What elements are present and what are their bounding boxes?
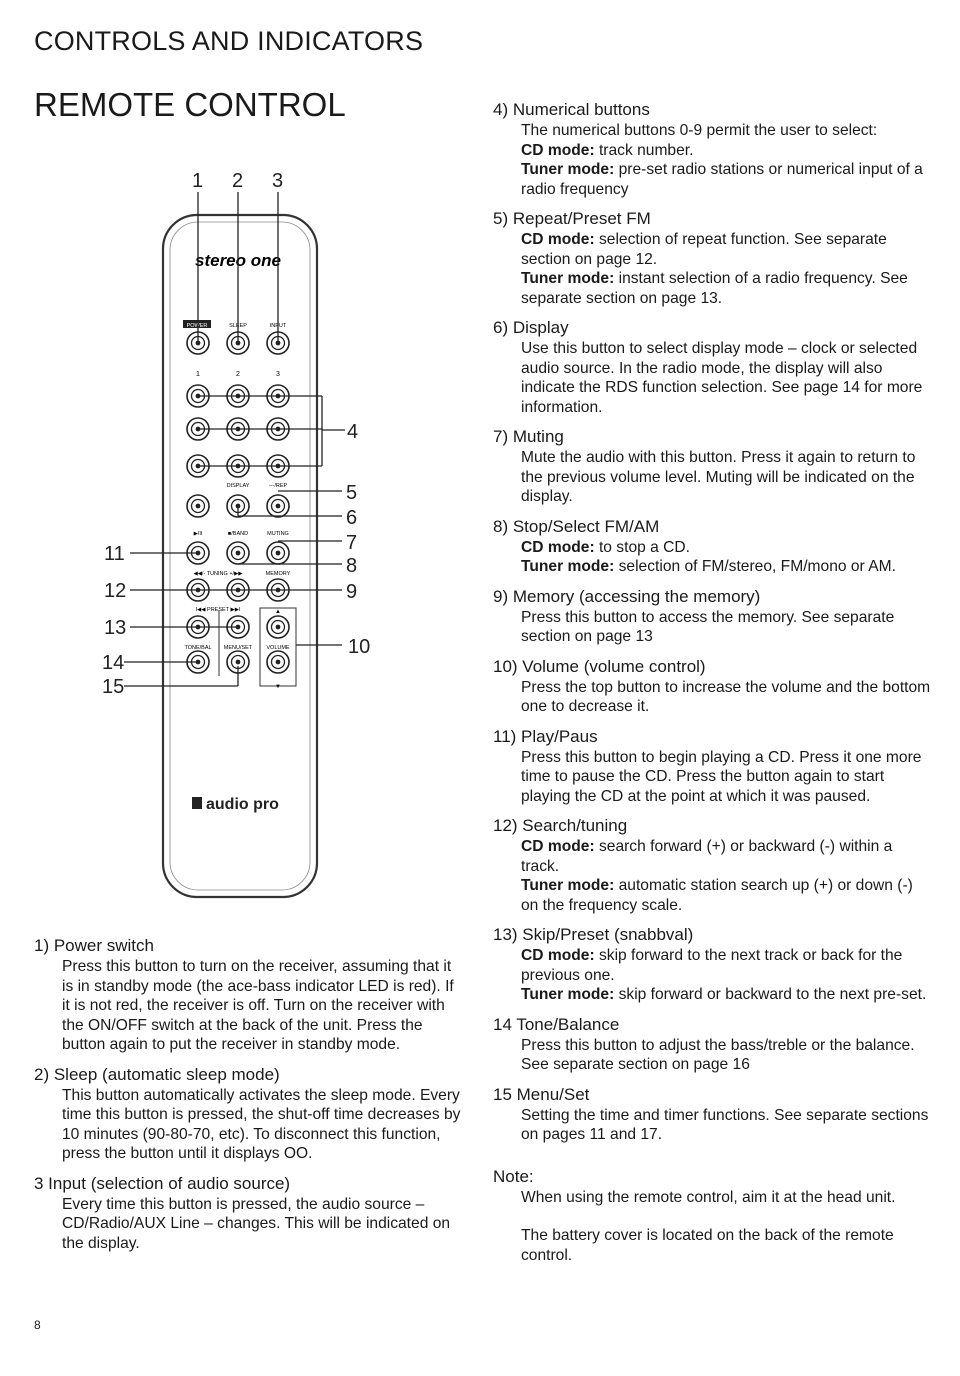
item-body-text: track number. [594,141,694,159]
item-title: 4) Numerical buttons [493,100,650,119]
item-body-text: Mute the audio with this button. Press it again to return to the previous volume level. Muting will be indicated on the display. [521,449,916,505]
volume-down-button-center [276,660,281,665]
volume-up-button-center [276,625,281,630]
callout-12: 12 [104,580,127,602]
item-text [62,957,464,1055]
callout-1: 1 [192,170,204,192]
description-item [493,100,933,199]
item-body-text: skip forward to the next track or back for the previous one. [521,947,903,984]
item-text [521,339,933,417]
item-body-text: search forward (+) or backward (-) within a track. [521,838,893,875]
item-body-text: This button automatically activates the sleep mode. Every time this button is pressed, the shut-off time decreases by 10 minutes (90-80-70, etc). To disconnect this function, press the button until it displays OO. [62,1086,461,1162]
label-muting: MUTING [267,531,289,537]
item-text [62,1086,464,1164]
display-button-center [236,504,241,509]
description-item [493,925,933,1005]
callout-7: 7 [346,532,358,554]
callout-6: 6 [346,507,358,529]
section-title: CONTROLS AND INDICATORS [34,26,424,56]
mode-label: Tuner mode: [521,877,615,894]
item-title: 6) Display [493,318,569,337]
label-input: INPUT [269,323,287,329]
description-item [34,936,464,1055]
description-item [493,1015,933,1075]
brand-name: audio pro [206,796,279,813]
item-body-text: Press this button to access the memory. See separate section on page 13 [521,608,895,645]
item-body-text: Press this button to adjust the bass/treble or the balance. See separate section on page 16 [521,1036,915,1073]
right-column [493,100,933,1265]
description-item [493,517,933,577]
item-text [521,1036,933,1075]
note-section [493,1167,933,1266]
item-text [521,678,933,717]
mode-label: Tuner mode: [521,161,615,178]
callout-9: 9 [346,581,358,603]
remote-control-diagram [90,160,390,900]
label-num1: 1 [196,371,200,378]
mode-label: CD mode: [521,947,595,964]
item-title: 12) Search/tuning [493,816,628,835]
label-menu: MENU/SET [223,645,253,651]
item-text [521,269,933,308]
item-text [521,557,933,577]
item-text [521,121,933,141]
label-band: ■/BAND [227,531,249,537]
left-column [34,936,464,1263]
item-body-text: Every time this button is pressed, the audio source – CD/Radio/AUX Line – changes. This will be indicated on the display. [62,1195,451,1252]
item-text [521,1106,933,1145]
label-tuning: ◀◀/- TUNING +/▶▶ [193,571,243,577]
item-text [521,141,933,161]
item-body-text: The numerical buttons 0-9 permit the user to select: [521,122,878,139]
item-text [521,985,933,1005]
item-text [521,608,933,647]
description-item [493,657,933,717]
repeat-button-center [276,504,281,509]
label-num3: 3 [276,371,280,378]
callout-4: 4 [347,421,359,443]
item-text [521,538,933,558]
label-sleep: SLEEP [229,323,247,329]
callout-3: 3 [272,170,284,192]
callout-10: 10 [348,636,371,658]
item-title: 8) Stop/Select FM/AM [493,516,660,536]
callout-5: 5 [346,482,358,504]
mode-label: Tuner mode: [521,270,615,287]
item-text [521,876,933,915]
callout-2: 2 [232,170,244,192]
mode-label: CD mode: [521,231,595,248]
label-num2: 2 [236,371,240,378]
item-body-text: to stop a CD. [594,538,690,556]
item-body-text: Use this button to select display mode – clock or selected audio source. In the radio mode, the display will also indicate the RDS function selection. See page 14 for more information. [521,340,923,416]
description-item [34,1174,464,1254]
label-play: ▶/II [193,531,203,537]
item-text [521,230,933,269]
callout-13: 13 [104,617,127,639]
item-body-text: Setting the time and timer functions. See separate sections on pages 11 and 17. [521,1106,929,1143]
item-title: 7) Muting [493,427,564,446]
mode-label: Tuner mode: [521,558,615,575]
brand-logo-mark [192,797,202,809]
label-tone: TONE/BAL [184,645,212,651]
mode-label: CD mode: [521,838,595,855]
item-body-text: Press this button to turn on the receiver, assuming that it is in standby mode (the ace-bass indicator LED is red). If it is not red, the receiver is off. Turn on the receiver with the ON/OFF switch at the back of the unit. Press the button again to put the receiver in standby mode. [62,958,454,1053]
item-body-text: selection of repeat function. See separate section on page 12. [521,231,887,268]
mode-label: Tuner mode: [521,986,615,1003]
num-0-button-center [196,504,201,509]
description-item [493,727,933,807]
item-body-text: pre-set radio stations or numerical input of a radio frequency [521,161,923,198]
item-body-text: selection of FM/stereo, FM/mono or AM. [614,558,896,575]
item-title: 9) Memory (accessing the memory) [493,586,761,606]
description-item [493,209,933,308]
callout-8: 8 [346,555,358,577]
item-title: 13) Skip/Preset (snabbval) [493,925,694,944]
item-title: 2) Sleep (automatic sleep mode) [34,1064,280,1084]
page-title: REMOTE CONTROL [34,86,346,123]
description-item [34,1065,464,1164]
item-text [521,748,933,807]
callout-11: 11 [104,543,125,565]
stop-band-button-center [236,551,241,556]
label-volume: VOLUME [266,645,290,651]
item-text [62,1195,464,1254]
label-rep: ---/REP [268,483,288,489]
item-body-text: Press the top button to increase the volume and the bottom one to decrease it. [521,678,931,715]
item-text [521,946,933,985]
mode-label: CD mode: [521,538,595,556]
description-item [493,587,933,647]
item-title: 1) Power switch [34,936,154,955]
callout-14: 14 [102,652,125,674]
description-item [493,1085,933,1145]
item-title: 10) Volume (volume control) [493,656,706,676]
menu-set-button-center [236,660,241,665]
svg-text:▲: ▲ [275,609,281,615]
item-text [521,837,933,876]
item-title: 14 Tone/Balance [493,1014,620,1034]
note-title: Note: [493,1166,534,1186]
callout-15: 15 [102,676,125,698]
logo-script: stereo one [195,251,281,270]
label-display: DISPLAY [226,483,250,489]
item-text [521,160,933,199]
note-paragraph: The battery cover is located on the back of the remote control. [521,1227,894,1264]
item-body-text: Press this button to begin playing a CD. Press it one more time to pause the CD. Press the button again to start playing the CD at the point at which it was paused. [521,748,922,805]
item-body-text: automatic station search up (+) or down (-) on the frequency scale. [521,877,913,914]
description-item [493,816,933,915]
item-title: 5) Repeat/Preset FM [493,209,651,228]
svg-text:▼: ▼ [275,684,281,690]
item-text [521,448,933,507]
label-preset: I◀◀ PRESET ▶▶I [195,607,241,613]
description-item [493,427,933,507]
note-paragraph: When using the remote control, aim it at the head unit. [521,1188,896,1206]
description-item [493,318,933,417]
page-number: 8 [34,1318,41,1332]
item-title: 15 Menu/Set [493,1084,590,1104]
mode-label: CD mode: [521,141,595,159]
muting-button-center [276,551,281,556]
label-power: POWER [186,323,208,329]
item-title: 11) Play/Paus [493,726,598,746]
item-body-text: instant selection of a radio frequency. See separate section on page 13. [521,270,908,307]
item-body-text: skip forward or backward to the next pre-set. [614,986,927,1003]
item-title: 3 Input (selection of audio source) [34,1173,291,1193]
label-memory: MEMORY [265,571,291,577]
